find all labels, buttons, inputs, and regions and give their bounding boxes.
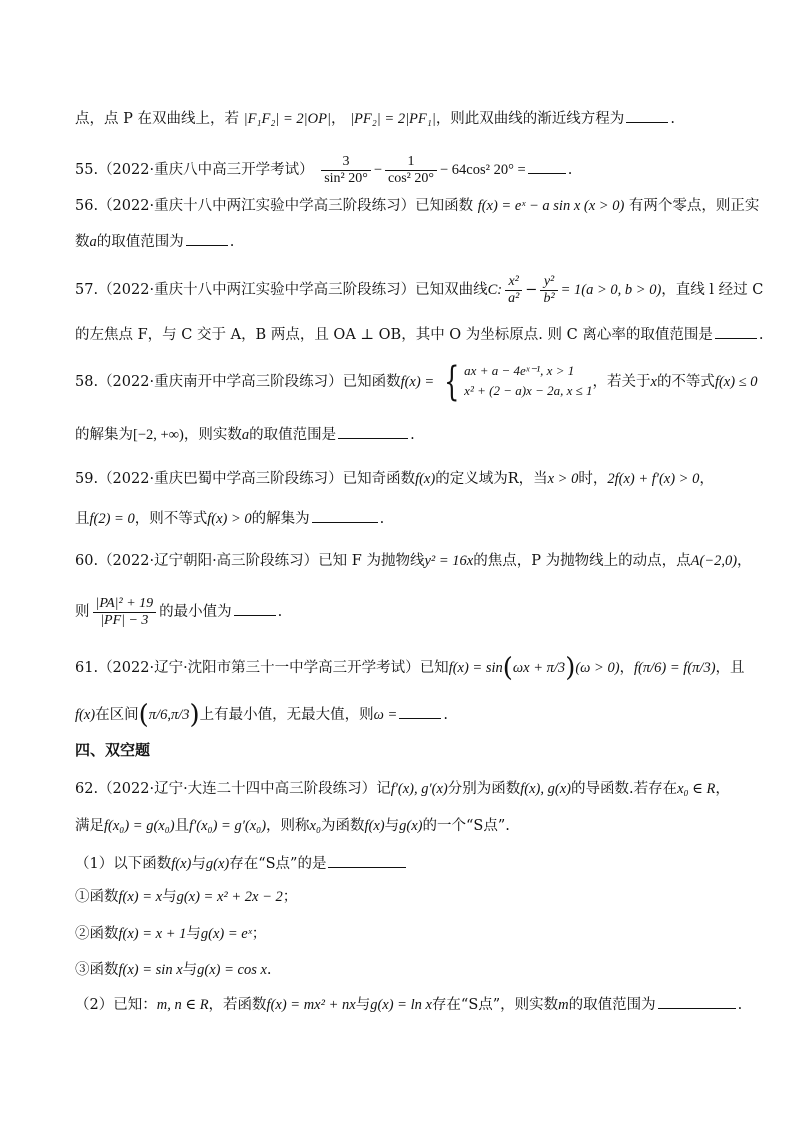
- answer-blank: [338, 424, 408, 439]
- question-62-line2: 满足f(x₀) = g(x₀)且f′(x₀) = g′(x₀)，则称x₀为函数f(x)与g(x)的一个“S点”.: [75, 818, 510, 834]
- question-56: 56.（2022·重庆十八中两江实验中学高三阶段练习）已知函数 f(x) = eˣ − a sin x (x > 0) 有两个零点，则正实: [75, 198, 760, 214]
- question-62-part2: （2）已知：m, n ∈ R，若函数f(x) = mx² + nx与g(x) = ln x存在“S点”，则实数m的取值范围为 .: [75, 994, 740, 1015]
- question-source: （2022·辽宁朝阳·高三阶段练习）: [98, 553, 319, 569]
- question-number: 57.: [75, 282, 99, 298]
- answer-blank: [626, 108, 668, 123]
- question-60-line2: 则 $\frac{\text{|PA|² + 19}}{|PF| - 3}$ 的最小值为 .: [75, 595, 283, 628]
- fraction: $\frac{\text{x²}}{\text{a²}}$: [505, 274, 522, 307]
- question-number: 58.: [75, 374, 99, 390]
- question-58-line2: 的解集为[−2, +∞)，则实数a的取值范围是 .: [75, 424, 740, 445]
- answer-blank: [399, 704, 441, 719]
- question-56-line2: 数a的取值范围为 .: [75, 231, 740, 252]
- fraction: $\frac{1}{\text{cos² 20°}}$: [385, 154, 437, 187]
- answer-blank: [312, 508, 378, 523]
- fraction: $\frac{3}{\text{sin² 20°}}$: [321, 154, 371, 187]
- question-58: 58.（2022·重庆南开中学高三阶段练习）已知函数f(x) = { ax + a − 4eˣ⁻¹, x > 1 x² + (2 − a)x − 2a, x ≤ 1 ，若关于x的不等式f(x) ≤ 0: [75, 359, 758, 405]
- answer-blank: [186, 231, 228, 246]
- question-number: 55.: [75, 162, 99, 178]
- answer-blank: [528, 159, 566, 174]
- question-source: （2022·重庆十八中两江实验中学高三阶段练习）: [98, 282, 416, 298]
- question-59: 59.（2022·重庆巴蜀中学高三阶段练习）已知奇函数f(x)的定义域为R，当x > 0时，2f(x) + f′(x) > 0，: [75, 471, 714, 487]
- question-number: 62.: [75, 781, 99, 797]
- question-62-option-3: ③函数f(x) = sin x与g(x) = cos x.: [75, 962, 272, 978]
- fraction: $\frac{\text{y²}}{\text{b²}}$: [540, 274, 557, 307]
- answer-blank: [715, 324, 757, 339]
- question-60: 60.（2022·辽宁朝阳·高三阶段练习）已知 F 为抛物线y² = 16x的焦点，P 为抛物线上的动点，点A(−2,0)，: [75, 553, 752, 569]
- question-62: 62.（2022·辽宁·大连二十四中高三阶段练习）记f′(x), g′(x)分别为函数f(x), g(x)的导函数.若存在x₀ ∈ R，: [75, 781, 730, 797]
- piecewise-function: { ax + a − 4eˣ⁻¹, x > 1 x² + (2 − a)x − 2a, x ≤ 1: [443, 359, 593, 405]
- question-62-option-2: ②函数f(x) = x + 1与g(x) = eˣ；: [75, 926, 267, 942]
- answer-blank: [658, 994, 736, 1009]
- section-title: 四、双空题: [75, 741, 151, 759]
- question-57-line2: 的左焦点 F，与 C 交于 A，B 两点，且 OA ⊥ OB，其中 O 为坐标原点. 则 C 离心率的取值范围是 .: [75, 324, 740, 345]
- answer-blank: [328, 853, 406, 868]
- question-61: 61.（2022·辽宁·沈阳市第三十一中学高三开学考试）已知f(x) = sin(ωx + π/3)(ω > 0)，f(π/6) = f(π/3)，且: [75, 653, 745, 683]
- question-source: （2022·重庆十八中两江实验中学高三阶段练习）: [98, 198, 416, 214]
- question-source: （2022·重庆南开中学高三阶段练习）: [98, 374, 343, 390]
- question-number: 61.: [75, 660, 99, 676]
- question-59-line2: 且f(2) = 0，则不等式f(x) > 0的解集为 .: [75, 508, 740, 529]
- answer-blank: [234, 601, 276, 616]
- question-57: 57.（2022·重庆十八中两江实验中学高三阶段练习）已知双曲线C: $\frac{\text{x²}}{\text{a²}}$ − $\frac{\text{y²}}{\text{b²}}$ = 1(a > 0, b > 0)，直线 l 经过 C: [75, 273, 764, 306]
- fraction: $\frac{\text{|PA|² + 19}}{|PF| - 3}$: [93, 596, 157, 629]
- question-61-line2: f(x)在区间(π/6,π/3)上有最小值，无最大值，则ω = .: [75, 700, 448, 730]
- question-source: （2022·辽宁·大连二十四中高三阶段练习）: [98, 781, 377, 797]
- question-source: （2022·辽宁·沈阳市第三十一中学高三开学考试）: [98, 660, 420, 676]
- q54-continuation: 点，点 P 在双曲线上，若 |F₁F₂| = 2|OP|， |PF₂| = 2|PF₁|，则此双曲线的渐近线方程为 .: [75, 108, 740, 129]
- question-source: （2022·重庆巴蜀中学高三阶段练习）: [98, 471, 343, 487]
- question-number: 60.: [75, 553, 99, 569]
- question-62-option-1: ①函数f(x) = x与g(x) = x² + 2x − 2；: [75, 889, 298, 905]
- question-number: 56.: [75, 198, 99, 214]
- question-55: 55.（2022·重庆八中高三开学考试） $\frac{3}{\text{sin² 20°}}$ − $\frac{1}{\text{cos² 20°}}$ − 64cos² 20° = .: [75, 153, 573, 186]
- question-number: 59.: [75, 471, 99, 487]
- question-source: （2022·重庆八中高三开学考试）: [98, 162, 314, 178]
- question-62-part1: （1）以下函数f(x)与g(x)存在“S点”的是: [75, 853, 740, 874]
